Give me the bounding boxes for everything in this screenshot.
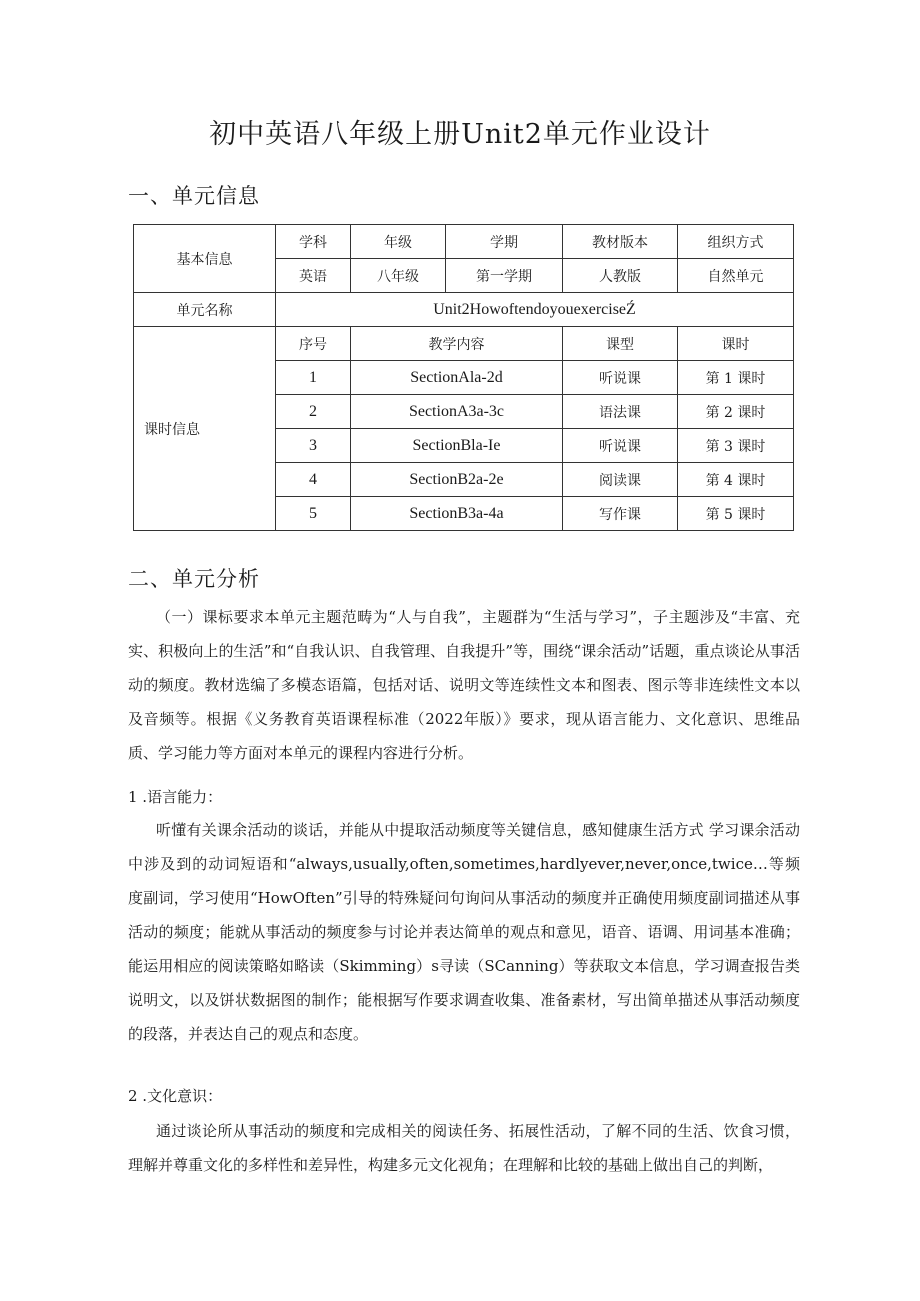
lesson-hours: 第 3 课时 bbox=[678, 429, 794, 463]
lesson-info-label: 课时信息 bbox=[134, 327, 276, 531]
lesson-no: 3 bbox=[276, 429, 351, 463]
section-heading-unit-info: 一、单元信息 bbox=[128, 184, 260, 208]
lesson-no: 1 bbox=[276, 361, 351, 395]
page-title: 初中英语八年级上册Unit2单元作业设计 bbox=[209, 119, 711, 150]
header-cell: 学期 bbox=[446, 225, 563, 259]
lesson-content: SectionBla-Ie bbox=[351, 429, 563, 463]
lesson-type: 写作课 bbox=[563, 497, 678, 531]
lesson-content: SectionB2a-2e bbox=[351, 463, 563, 497]
lesson-no: 4 bbox=[276, 463, 351, 497]
value-cell: 八年级 bbox=[351, 259, 446, 293]
header-cell: 组织方式 bbox=[678, 225, 794, 259]
lesson-type: 听说课 bbox=[563, 361, 678, 395]
subheading-language-ability: 1 .语言能力： bbox=[128, 788, 223, 806]
lesson-header-no: 序号 bbox=[276, 327, 351, 361]
value-cell: 自然单元 bbox=[678, 259, 794, 293]
lesson-hours: 第 5 课时 bbox=[678, 497, 794, 531]
unit-name-label: 单元名称 bbox=[134, 293, 276, 327]
lesson-hours: 第 1 课时 bbox=[678, 361, 794, 395]
unit-info-table bbox=[133, 224, 794, 531]
value-cell: 人教版 bbox=[563, 259, 678, 293]
unit-name-value: Unit2HowoftendoyouexerciseŹ bbox=[276, 293, 794, 327]
value-cell: 英语 bbox=[276, 259, 351, 293]
lesson-type: 阅读课 bbox=[563, 463, 678, 497]
analysis-intro-paragraph: （一）课标要求本单元主题范畴为“人与自我”，主题群为“生活与学习”，子主题涉及“丰富、充实、积极向上的生活”和“自我认识、自我管理、自我提升”等，围绕“课余活动”话题，重点谈论从事活动的频度。教材选编了多模态语篇，包括对话、说明文等连续性文本和图表、图示等非连续性文本以及音频等。根据《义务教育英语课程标准（2022年版）》要求，现从语言能力、文化意识、思维品质、学习能力等方面对本单元的课程内容进行分析。 bbox=[128, 608, 800, 762]
header-cell: 学科 bbox=[276, 225, 351, 259]
language-ability-paragraph: 听懂有关课余活动的谈话，并能从中提取活动频度等关键信息，感知健康生活方式 学习课余活动中涉及到的动词短语和“always,usually,often,sometimes,hardlyever,never,once,twice…等频度副词，学习使用“HowOften”引导的特殊疑问句询问从事活动的频度并正确使用频度副词描述从事活动的频度；能就从事活动的频度参与讨论并表达简单的观点和意见，语音、语调、用词基本准确；能运用相应的阅读策略如略读（Skimming）s寻读（SCanning）等获取文本信息，学习调查报告类说明文，以及饼状数据图的制作；能根据写作要求调查收集、准备素材，写出简单描述从事活动频度的段落，并表达自己的观点和态度。 bbox=[128, 821, 800, 1043]
lesson-type: 听说课 bbox=[563, 429, 678, 463]
header-cell: 年级 bbox=[351, 225, 446, 259]
lesson-header-hours: 课时 bbox=[678, 327, 794, 361]
cultural-awareness-paragraph: 通过谈论所从事活动的频度和完成相关的阅读任务、拓展性活动，了解不同的生活、饮食习惯，理解并尊重文化的多样性和差异性，构建多元文化视角；在理解和比较的基础上做出自己的判断， bbox=[128, 1122, 800, 1174]
lesson-content: SectionA3a-3c bbox=[351, 395, 563, 429]
lesson-header-content: 教学内容 bbox=[351, 327, 563, 361]
section-heading-unit-analysis: 二、单元分析 bbox=[128, 567, 260, 591]
basic-info-label: 基本信息 bbox=[134, 225, 276, 293]
subheading-cultural-awareness: 2 .文化意识： bbox=[128, 1087, 223, 1105]
lesson-hours: 第 2 课时 bbox=[678, 395, 794, 429]
lesson-no: 2 bbox=[276, 395, 351, 429]
lesson-hours: 第 4 课时 bbox=[678, 463, 794, 497]
lesson-header-type: 课型 bbox=[563, 327, 678, 361]
lesson-content: SectionB3a-4a bbox=[351, 497, 563, 531]
lesson-type: 语法课 bbox=[563, 395, 678, 429]
value-cell: 第一学期 bbox=[446, 259, 563, 293]
lesson-no: 5 bbox=[276, 497, 351, 531]
lesson-content: SectionAla-2d bbox=[351, 361, 563, 395]
header-cell: 教材版本 bbox=[563, 225, 678, 259]
